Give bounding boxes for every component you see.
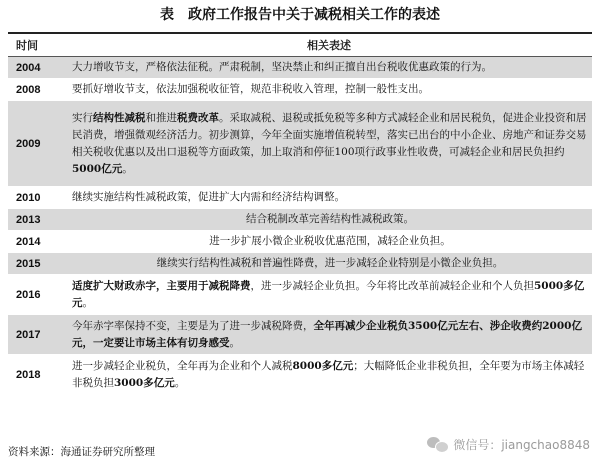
row-description	[66, 57, 592, 79]
row-description	[66, 275, 592, 315]
table-row	[8, 57, 592, 79]
description-segment: 今年赤字率保持不变，主要是为了进一步减税降费，	[72, 319, 314, 332]
row-description	[66, 79, 592, 101]
description-segment: 大力增收节支，严格依法征税。严肃税制，坚决禁止和纠正擅自出台税收优惠政策的行为。	[72, 61, 492, 73]
table-row	[8, 253, 592, 275]
policy-table	[8, 34, 592, 395]
description-segment: 继续实行结构性减税和普遍性降费，进一步减轻企业特别是小微企业负担。	[156, 257, 504, 269]
row-year: 2004	[8, 57, 66, 79]
source-note: 资料来源：海通证券研究所整理	[8, 446, 155, 458]
description-segment: 。	[122, 162, 133, 175]
wechat-watermark	[427, 435, 590, 453]
description-segment: 。	[82, 296, 93, 309]
description-segment: 实行	[72, 111, 93, 124]
description-segment: 税费改革	[177, 111, 219, 124]
row-year: 2010	[8, 187, 66, 209]
watermark-text: 微信号：jiangchao8848	[453, 437, 590, 452]
wechat-icon	[427, 435, 449, 453]
table-row	[8, 315, 592, 355]
description-segment: 和推进	[145, 111, 177, 124]
table-row	[8, 79, 592, 101]
row-year: 2017	[8, 315, 66, 355]
table-row	[8, 275, 592, 315]
row-description	[66, 187, 592, 209]
row-year: 2018	[8, 355, 66, 395]
description-segment: ，进一步减轻企业负担。今年将比改革前减轻企业和个人负担	[250, 279, 534, 292]
row-year: 2016	[8, 275, 66, 315]
table-row	[8, 187, 592, 209]
row-description	[66, 231, 592, 253]
description-segment: 5000多亿元	[72, 279, 585, 309]
table-row	[8, 355, 592, 395]
table-row	[8, 101, 592, 187]
header-desc: 相关表述	[66, 34, 592, 57]
header-year: 时间	[8, 34, 66, 57]
row-year: 2008	[8, 79, 66, 101]
description-segment: 全年再减少企业税负3500亿元左右、涉企收费约2000亿元，一定要让市场主体有切身感受	[72, 319, 582, 349]
description-segment: 要抓好增收节支，依法加强税收征管，规范非税收入管理，控制一般性支出。	[72, 83, 429, 95]
header-row	[8, 34, 592, 57]
description-segment: 5000亿元	[72, 162, 123, 175]
table-row	[8, 231, 592, 253]
table-body	[8, 57, 592, 395]
row-description	[66, 101, 592, 187]
row-description	[66, 253, 592, 275]
description-segment: 结合税制改革完善结构性减税政策。	[246, 213, 414, 225]
row-year: 2015	[8, 253, 66, 275]
description-segment: ；大幅降低企业非税负担，全年要为市场主体减轻非税负担	[72, 359, 585, 389]
table-title: 表 政府工作报告中关于减税相关工作的表述	[160, 7, 440, 23]
description-segment: 。采取减税、退税或抵免税等多种方式减轻企业和居民税负，促进企业投资和居民消费，增强微观经济活力。初步测算，今年全面实施增值税转型，落实已出台的中小企业、房地产和证券交易相关税收优惠以及出口退税等方面政策，加上取消和停征100项行政事业性收费，可减轻企业和居民负担约	[72, 111, 587, 158]
row-year: 2014	[8, 231, 66, 253]
description-segment: 结构性减税	[93, 111, 146, 124]
description-segment: 进一步扩展小微企业税收优惠范围，减轻企业负担。	[209, 235, 451, 247]
row-year: 2013	[8, 209, 66, 231]
description-segment: 8000多亿元	[292, 359, 354, 372]
description-segment: 继续实施结构性减税政策，促进扩大内需和经济结构调整。	[72, 191, 345, 203]
description-segment: 进一步减轻企业税负，全年再为企业和个人减税	[72, 359, 293, 372]
row-description	[66, 355, 592, 395]
row-description	[66, 315, 592, 355]
description-segment: 。	[229, 336, 240, 349]
description-segment: 3000多亿元	[114, 376, 175, 389]
row-description	[66, 209, 592, 231]
table-row	[8, 209, 592, 231]
description-segment: 适度扩大财政赤字，主要用于减税降费	[72, 279, 251, 292]
row-year: 2009	[8, 101, 66, 187]
description-segment: 。	[174, 376, 186, 389]
